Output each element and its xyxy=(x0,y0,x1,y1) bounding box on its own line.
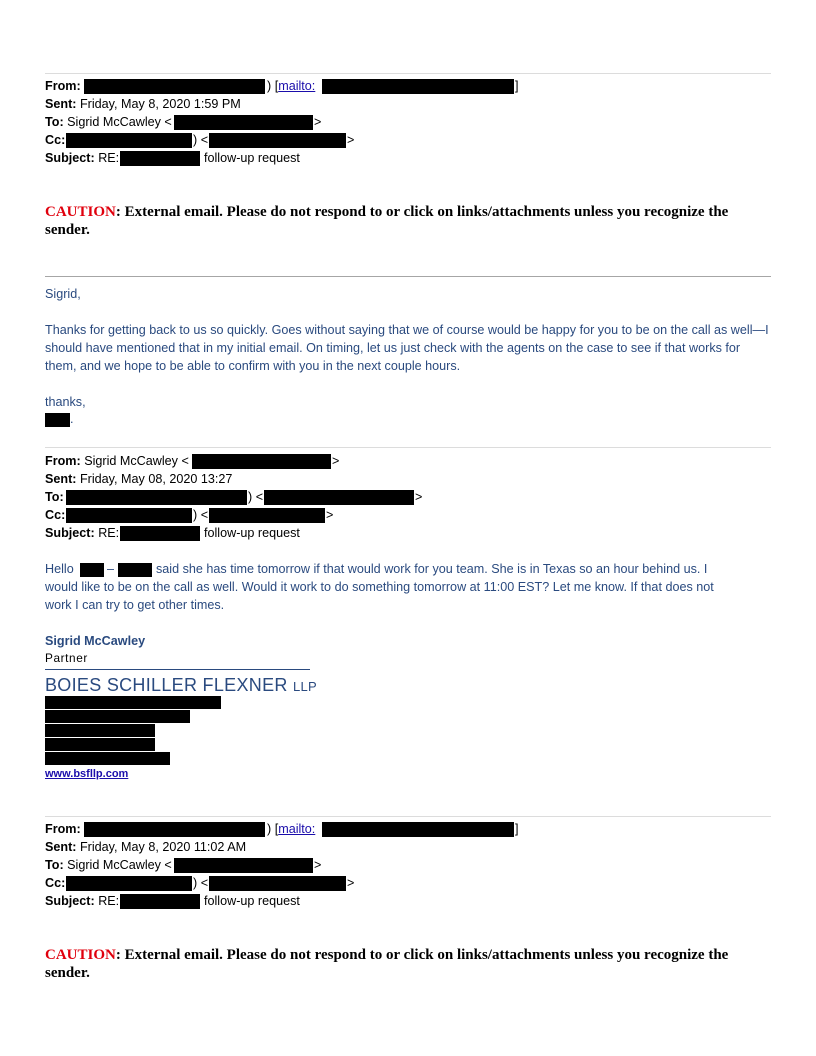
signoff-period: . xyxy=(70,412,74,426)
email2-cc-line xyxy=(45,506,65,524)
sent-label: Sent: xyxy=(45,472,77,486)
caution-text: : External email. Please do not respond to or click on links/attachments unless you recognize the sender. xyxy=(45,204,729,238)
cc-close: > xyxy=(326,508,334,522)
redaction-box xyxy=(322,79,514,94)
cc-mid: ) < xyxy=(193,508,209,522)
to-value: Sigrid McCawley < xyxy=(67,858,172,872)
redaction-box xyxy=(84,79,265,94)
redaction-box xyxy=(209,508,325,523)
from-value: Sigrid McCawley < xyxy=(84,454,189,468)
redaction-box xyxy=(45,724,155,737)
sent-value: Friday, May 8, 2020 1:59 PM xyxy=(79,97,241,111)
body-dash: – xyxy=(107,562,115,576)
from-close: ) [ xyxy=(267,79,279,93)
body-line-3: work I can try to get other times. xyxy=(45,598,225,612)
firm-suffix: LLP xyxy=(293,679,318,694)
body-hello: Hello xyxy=(45,562,74,576)
caution-banner xyxy=(45,946,765,982)
signature-name: Sigrid McCawley xyxy=(45,634,146,648)
email1-to-line xyxy=(45,113,172,131)
section-divider xyxy=(45,276,771,277)
mailto-close: ] xyxy=(515,79,519,93)
to-close: > xyxy=(314,115,322,129)
reply-body: Thanks for getting back to us so quickly. Goes without saying that we of course would be happy for you to be on the call as well—I should have mentioned that in my initial email. On timing, let us just check with the agents on the case to see if that works for them, and we hope to be able to confirm with you in the next couple hours. xyxy=(45,323,769,373)
redaction-box xyxy=(45,413,70,427)
redaction-box xyxy=(66,133,192,148)
from-close: > xyxy=(332,454,340,468)
redaction-box xyxy=(45,738,155,751)
subject-label: Subject: xyxy=(45,894,95,908)
email3-cc-line xyxy=(45,874,65,892)
mailto-close: ] xyxy=(515,822,519,836)
subject-suffix: follow-up request xyxy=(204,894,300,908)
email3-from-tail xyxy=(267,820,315,838)
greeting: Sigrid, xyxy=(45,287,81,301)
from-label: From: xyxy=(45,822,81,836)
cc-close: > xyxy=(347,133,355,147)
subject-suffix: follow-up request xyxy=(204,526,300,540)
caution-label: CAUTION xyxy=(45,204,116,220)
redaction-box xyxy=(84,822,265,837)
firm-name xyxy=(45,674,317,698)
to-mid: ) < xyxy=(248,490,264,504)
redaction-box xyxy=(80,563,104,577)
email1-sent-line xyxy=(45,95,241,113)
to-value: Sigrid McCawley < xyxy=(67,115,172,129)
website-link[interactable]: www.bsfllp.com xyxy=(45,768,129,780)
subject-prefix: RE: xyxy=(98,151,120,165)
to-label: To: xyxy=(45,490,64,504)
mailto-link[interactable]: mailto: xyxy=(278,822,316,836)
email2-from-line xyxy=(45,452,189,470)
email3-sent-line xyxy=(45,838,246,856)
redaction-box xyxy=(45,752,170,765)
caution-banner xyxy=(45,203,765,239)
email1-from-line xyxy=(45,77,81,95)
subject-prefix: RE: xyxy=(98,526,120,540)
to-close: > xyxy=(314,858,322,872)
subject-prefix: RE: xyxy=(98,894,120,908)
email2-sent-line xyxy=(45,470,232,488)
redaction-box xyxy=(118,563,152,577)
from-close: ) [ xyxy=(267,822,279,836)
email3-subject-line xyxy=(45,892,119,910)
redaction-box xyxy=(66,508,192,523)
cc-mid: ) < xyxy=(193,876,209,890)
caution-text: : External email. Please do not respond to or click on links/attachments unless you recognize the sender. xyxy=(45,947,729,981)
header-divider xyxy=(45,816,771,817)
email1-cc-line xyxy=(45,131,65,149)
from-label: From: xyxy=(45,454,81,468)
email3-to-line xyxy=(45,856,172,874)
redaction-box xyxy=(120,526,200,541)
header-divider xyxy=(45,447,771,448)
redaction-box xyxy=(209,133,346,148)
redaction-box xyxy=(120,151,200,166)
email3-from-line xyxy=(45,820,81,838)
cc-label: Cc: xyxy=(45,508,66,522)
redaction-box xyxy=(264,490,414,505)
redaction-box xyxy=(45,696,221,709)
cc-label: Cc: xyxy=(45,876,66,890)
to-label: To: xyxy=(45,858,64,872)
subject-suffix: follow-up request xyxy=(204,151,300,165)
firm-name-text: BOIES SCHILLER FLEXNER xyxy=(45,675,288,695)
cc-close: > xyxy=(347,876,355,890)
to-label: To: xyxy=(45,115,64,129)
to-close: > xyxy=(415,490,423,504)
header-divider xyxy=(45,73,771,74)
subject-label: Subject: xyxy=(45,526,95,540)
cc-label: Cc: xyxy=(45,133,66,147)
subject-label: Subject: xyxy=(45,151,95,165)
from-label: From: xyxy=(45,79,81,93)
email1-from-tail xyxy=(267,77,315,95)
caution-label: CAUTION xyxy=(45,947,116,963)
body-line-2: would like to be on the call as well. Would it work to do something tomorrow at 11:00 EST? Let me know. If that does not xyxy=(45,580,714,594)
sent-value: Friday, May 08, 2020 13:27 xyxy=(79,472,233,486)
redaction-box xyxy=(174,115,313,130)
redaction-box xyxy=(322,822,514,837)
redaction-box xyxy=(192,454,331,469)
email2-to-line xyxy=(45,488,64,506)
signature-title: Partner xyxy=(45,651,88,665)
signature-rule xyxy=(45,669,310,670)
sent-label: Sent: xyxy=(45,840,77,854)
redaction-box xyxy=(45,710,190,723)
sent-value: Friday, May 8, 2020 11:02 AM xyxy=(79,840,247,854)
mailto-link[interactable]: mailto: xyxy=(278,79,316,93)
redaction-box xyxy=(174,858,313,873)
redaction-box xyxy=(66,876,192,891)
email2-subject-line xyxy=(45,524,119,542)
sent-label: Sent: xyxy=(45,97,77,111)
redaction-box xyxy=(209,876,346,891)
redaction-box xyxy=(120,894,200,909)
body-line-1: said she has time tomorrow if that would work for you team. She is in Texas so an hour behind us. I xyxy=(156,562,708,576)
email1-subject-line xyxy=(45,149,119,167)
cc-mid: ) < xyxy=(193,133,209,147)
signoff: thanks, xyxy=(45,395,86,409)
redaction-box xyxy=(66,490,247,505)
